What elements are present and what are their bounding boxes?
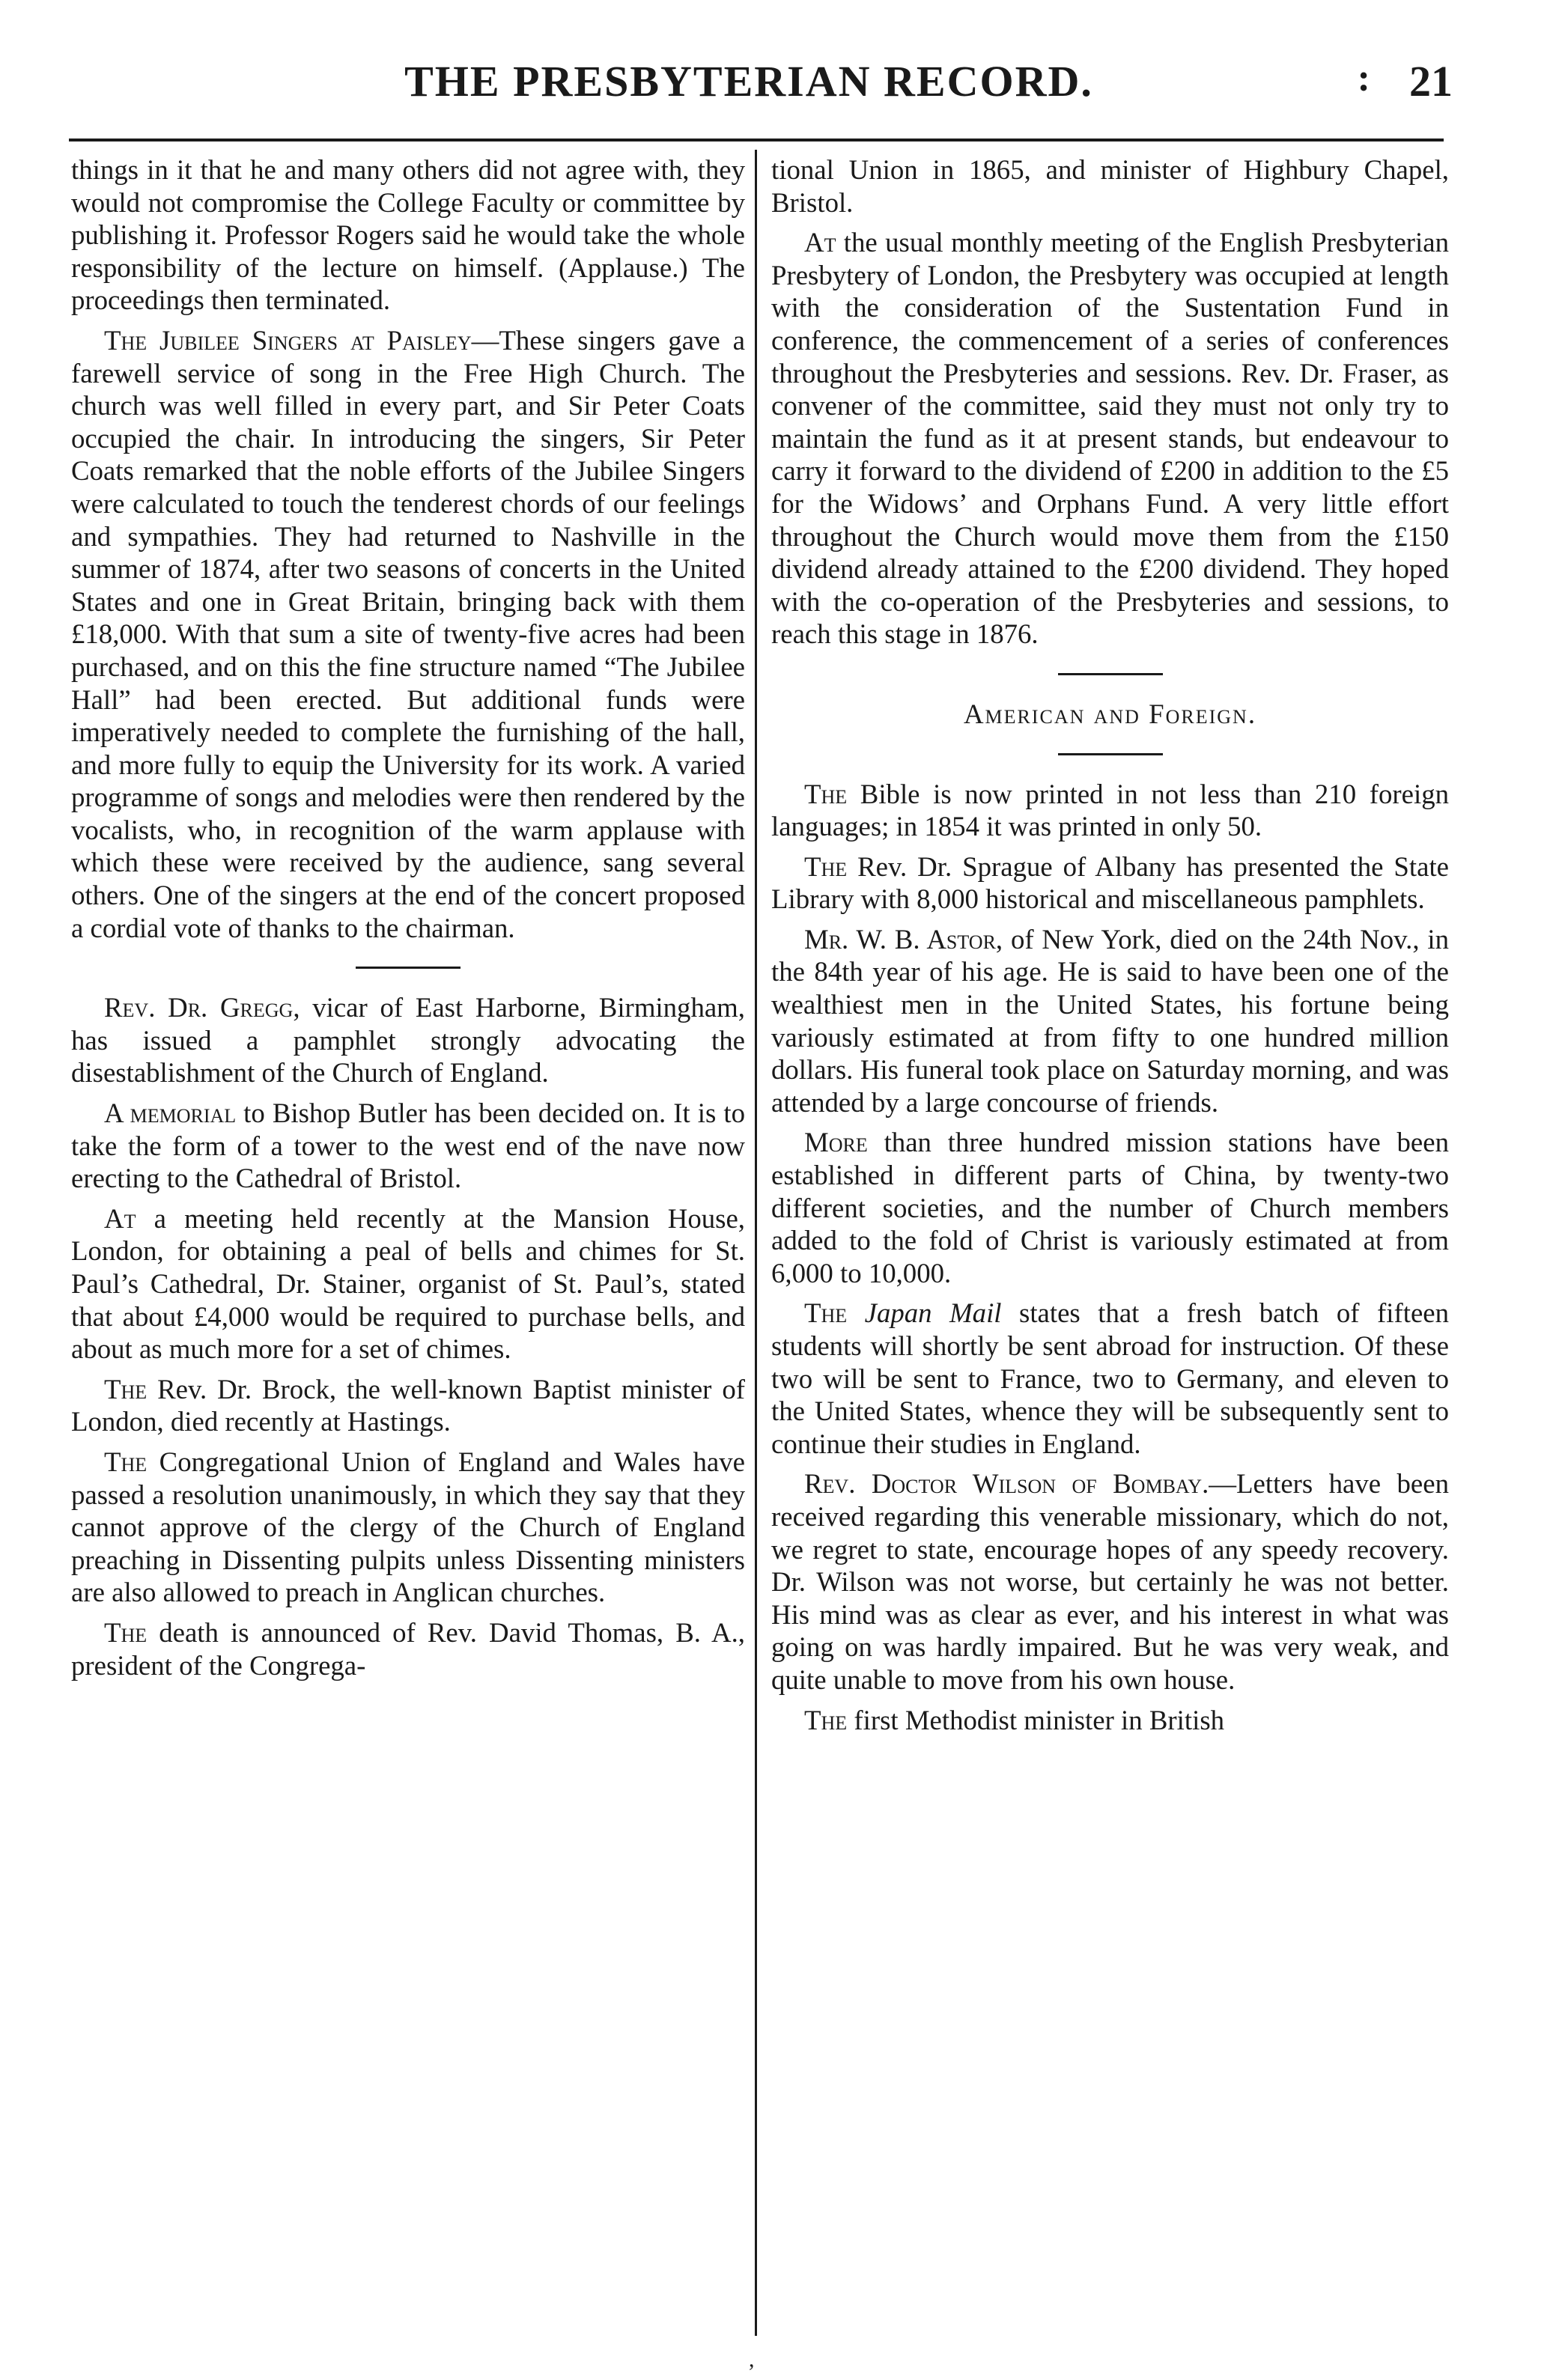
publication-title: THE PRESBYTERIAN RECORD.	[404, 57, 1093, 106]
paragraph-body: states that a fresh batch of fifteen students will shortly be sent abroad for instruction. Of these two will be sent to France, two to Germany, and eleven to the United States, whence they will be subsequently sent to continue their studies in England.	[771, 1297, 1450, 1459]
section-rule	[1058, 673, 1163, 675]
article-paragraph	[771, 778, 1449, 843]
lead-in: The	[104, 1616, 148, 1648]
lead-in: The	[804, 1704, 848, 1735]
article-paragraph	[771, 1126, 1449, 1289]
paragraph-body: the usual monthly meeting of the English Presbyterian Presbytery of London, the Presbytery was occupied at length with the consideration of the Sustentation Fund in conference, the commencement of a series of conferences throughout the Presbyteries and sessions. Rev. Dr. Fraser, as convener of the committee, said they must not only try to maintain the fund as it at present stands, but endeavour to carry it forward to the dividend of £200 in addition to the £5 for the Widows’ and Orphans Fund. A very little effort throughout the Church would move them from the £150 dividend already attained to the £200 dividend. They hoped with the co-operation of the Presbyteries and sessions, to reach this stage in 1876.	[771, 227, 1449, 650]
column-divider	[755, 150, 757, 2336]
paragraph-body: than three hundred mission stations have been established in different parts of China, by twenty-two different societies, and the number of Church members added to the fold of Christ is variously estimated at from 6,000 to 10,000.	[771, 1127, 1449, 1288]
page-header	[45, 56, 1453, 116]
paragraph-body: death is announced of Rev. David Thomas, B. A., president of the Congrega-	[71, 1616, 745, 1681]
article-paragraph: things in it that he and many others did not agree with, they would not compromise the College Faculty or committee by publishing it. Professor Rogers said he would take the whole responsibility of the lecture on himself. (Applause.) The proceedings then terminated.	[71, 154, 745, 316]
article-paragraph	[771, 1704, 1449, 1737]
article-paragraph	[71, 1097, 745, 1195]
paragraph-body: Congregational Union of England and Wales have passed a resolution unanimously, in which they say that they cannot approve of the clergy of the Church of England preaching in Dissenting pulpits unless Dissenting ministers are also allowed to preach in Anglican churches.	[71, 1446, 745, 1608]
paragraph-body: , of New York, died on the 24th Nov., in the 84th year of his age. He is said to have been one of the wealthiest men in the United States, his fortune being variously estimated at from fifty to one hundred million dollars. His funeral took place on Saturday morning, and was attended by a large concourse of friends.	[771, 923, 1450, 1118]
paragraph-body: first Methodist minister in British	[847, 1704, 1225, 1735]
section-heading: American and Foreign.	[963, 698, 1257, 729]
header-colon: :	[1357, 57, 1370, 100]
paragraph-body: to Bishop Butler has been decided on. It is to take the form of a tower to the west end of the nave now erecting to the Cathedral of Bristol.	[71, 1098, 745, 1194]
article-paragraph	[771, 1297, 1449, 1460]
article-paragraph	[771, 226, 1449, 651]
section-rule	[1058, 753, 1163, 755]
paragraph-body: .—Letters have been received regarding this venerable missionary, which do not, we regret to state, encourage hopes of any speedy recovery. Dr. Wilson was not worse, but certainly he was not better. His mind was as clear as ever, and his interest in what was going on was hardly impaired. But he was very weak, and quite unable to move from his own house.	[771, 1468, 1449, 1695]
lead-in: The	[804, 850, 848, 882]
section-rule	[356, 967, 461, 969]
article-paragraph	[71, 324, 745, 944]
paragraph-body: Rev. Dr. Brock, the well-known Baptist minister of London, died recently at Hastings.	[71, 1373, 745, 1437]
lead-in: The	[104, 1373, 148, 1404]
paragraph-body: a meeting held recently at the Mansion House, London, for obtaining a peal of bells and chimes for St. Paul’s Cathedral, Dr. Stainer, organist of St. Paul’s, stated that about £4,000 would be required to purchase bells, and about as much more for a set of chimes.	[71, 1202, 745, 1365]
article-paragraph	[71, 1616, 745, 1681]
lead-in: At	[804, 227, 836, 258]
header-rule	[69, 139, 1444, 141]
article-paragraph	[71, 991, 745, 1089]
article-paragraph	[771, 923, 1449, 1119]
lead-in: Mr. W. B. Astor	[804, 923, 996, 955]
lead-in: At	[104, 1202, 136, 1234]
article-paragraph	[771, 1467, 1449, 1696]
footer-mark: ,	[749, 2347, 755, 2372]
newspaper-name: Japan Mail	[864, 1297, 1002, 1329]
lead-in: Rev. Dr. Gregg	[104, 992, 294, 1023]
lead-in: The	[104, 1446, 148, 1477]
paragraph-body: Bible is now printed in not less than 210 foreign languages; in 1854 it was printed in only 50.	[771, 778, 1449, 842]
lead-in: More	[804, 1127, 868, 1158]
lead-in: Rev. Doctor Wilson of Bombay	[804, 1468, 1203, 1500]
lead-in: The	[804, 778, 848, 809]
paragraph-body: Rev. Dr. Sprague of Albany has presented the State Library with 8,000 historical and miscellaneous pamphlets.	[771, 850, 1449, 915]
article-paragraph: tional Union in 1865, and minister of Highbury Chapel, Bristol.	[771, 154, 1449, 218]
paragraph-body: , vicar of East Harborne, Birmingham, has issued a pamphlet strongly advocating the disestablishment of the Church of England.	[71, 992, 746, 1089]
article-paragraph	[71, 1373, 745, 1438]
lead-in: The	[804, 1297, 848, 1329]
left-column	[71, 153, 745, 1689]
page-number: 21	[1409, 57, 1453, 106]
lead-in: The Jubilee Singers at Paisley	[104, 324, 472, 356]
paragraph-body: —These singers gave a farewell service of song in the Free High Church. The church was well filled in every part, and Sir Peter Coats occupied the chair. In introducing the singers, Sir Peter Coats remarked that the noble efforts of the Jubilee Singers were calculated to touch the tenderest chords of our feelings and sympathies. They had returned to Nashville in the summer of 1874, after two seasons of concerts in the United States and one in Great Britain, bringing back with them £18,000. With that sum a site of twenty-five acres had been purchased, and on this the fine structure named “The Jubilee Hall” had been erected. But additional funds were imperatively needed to complete the furnishing of the hall, and more fully to equip the University for its work. A varied programme of songs and melodies were then rendered by the vocalists, who, in recognition of the warm applause with which these were received by the audience, sang several others. One of the singers at the end of the concert proposed a cordial vote of thanks to the chairman.	[71, 324, 745, 943]
article-paragraph	[71, 1202, 745, 1366]
right-column	[771, 153, 1449, 1744]
article-paragraph	[771, 850, 1449, 916]
article-paragraph	[71, 1446, 745, 1609]
lead-in: A memorial	[104, 1098, 237, 1129]
